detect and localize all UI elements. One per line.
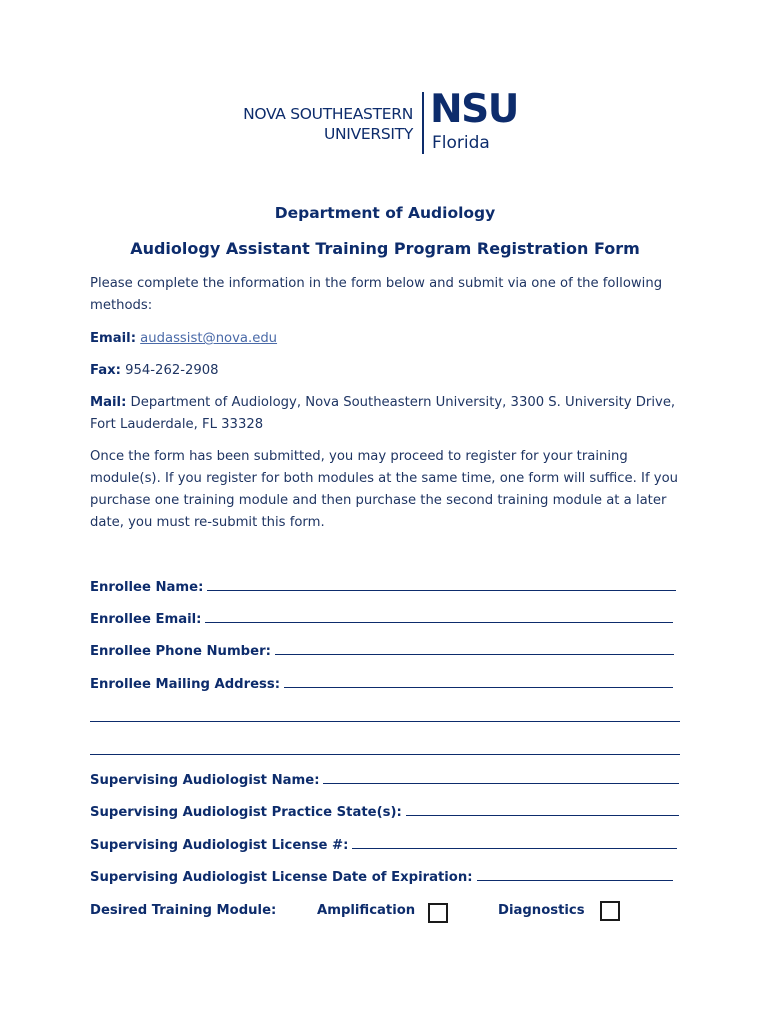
supervisor-name-field[interactable] (90, 771, 679, 788)
diagnostics-label: Diagnostics (498, 903, 585, 918)
email-label: Email: (90, 331, 136, 346)
training-module-label: Desired Training Module: (90, 903, 277, 918)
mail-label: Mail: (90, 395, 127, 410)
supervisor-name-label: Supervising Audiologist Name: (90, 773, 320, 788)
enrollee-address-line[interactable] (284, 675, 673, 688)
email-link[interactable]: audassist@nova.edu (140, 331, 278, 346)
department-heading: Department of Audiology (274, 204, 496, 222)
supervisor-state-field[interactable] (90, 803, 679, 820)
supervisor-state-line[interactable] (406, 803, 679, 816)
enrollee-name-field[interactable] (90, 578, 676, 595)
logo-wordmark-line2: UNIVERSITY (323, 125, 413, 143)
supervisor-expiration-label: Supervising Audiologist License Date of Expiration: (90, 870, 473, 885)
form-title: Audiology Assistant Training Program Registration Form (130, 239, 640, 258)
training-module-row (90, 899, 650, 929)
contact-email (90, 328, 690, 350)
logo-mark: NSU (430, 87, 518, 132)
fax-label: Fax: (90, 363, 121, 378)
logo-sub: Florida (432, 133, 490, 153)
supervisor-expiration-line[interactable] (477, 868, 673, 881)
supervisor-expiration-field[interactable] (90, 868, 673, 885)
submission-info-text: Once the form has been submitted, you may proceed to register for your training module(s). If you register for both modules at the same time, one form will suffice. If you purchase one training module and then purchase the second training module at a later date, you must re-submit this form. (90, 449, 679, 530)
enrollee-address-field[interactable] (90, 675, 673, 692)
enrollee-phone-label: Enrollee Phone Number: (90, 644, 271, 659)
enrollee-email-label: Enrollee Email: (90, 612, 202, 627)
contact-mail (90, 392, 690, 436)
supervisor-license-label: Supervising Audiologist License #: (90, 838, 349, 853)
address-line-3[interactable] (90, 754, 680, 755)
amplification-label: Amplification (317, 903, 416, 918)
logo-wordmark (227, 104, 413, 144)
mail-value: Department of Audiology, Nova Southeastern University, 3300 S. University Drive, Fort Lauderdale, FL 33328 (90, 395, 676, 432)
intro-text: Please complete the information in the form below and submit via one of the following methods: (90, 276, 663, 313)
enrollee-phone-field[interactable] (90, 642, 674, 659)
diagnostics-checkbox[interactable] (600, 901, 620, 921)
address-line-2[interactable] (90, 721, 680, 722)
nsu-logo (227, 87, 547, 160)
supervisor-license-line[interactable] (352, 836, 677, 849)
contact-fax (90, 360, 690, 382)
enrollee-name-label: Enrollee Name: (90, 580, 204, 595)
logo-wordmark-line1: NOVA SOUTHEASTERN (243, 105, 413, 123)
supervisor-name-line[interactable] (323, 771, 679, 784)
enrollee-email-line[interactable] (205, 610, 673, 623)
logo-divider (422, 92, 424, 154)
supervisor-license-field[interactable] (90, 836, 677, 853)
enrollee-address-label: Enrollee Mailing Address: (90, 677, 280, 692)
supervisor-state-label: Supervising Audiologist Practice State(s): (90, 805, 402, 820)
amplification-checkbox[interactable] (428, 903, 448, 923)
fax-value: 954-262-2908 (125, 363, 219, 378)
enrollee-email-field[interactable] (90, 610, 673, 627)
enrollee-name-line[interactable] (207, 578, 676, 591)
enrollee-phone-line[interactable] (275, 642, 674, 655)
